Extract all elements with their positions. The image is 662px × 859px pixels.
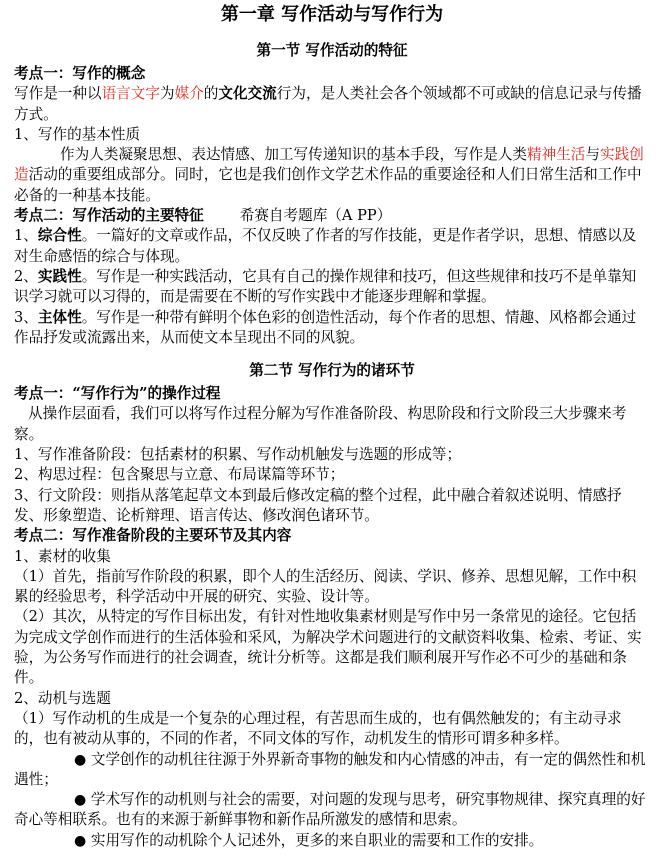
bold-cultural-exchange: 文化交流 (218, 85, 277, 103)
highlight-language: 语言文字 (101, 85, 160, 103)
material-paragraph-2: （2）其次，从特定的写作目标出发，有针对性地收集素材则是写作中另一条常见的途径。它包括为完成文学创作而进行的生活体验和采风，为解决学术问题进行的文献资料收集、检索、考证、实验，为公务写作而进行的社会调查，统计分析等。这都是我们顺利展开写作必不可少的基础和条件。 (14, 608, 642, 687)
writing-definition: 写作是一种以语言文字为媒介的文化交流行为，是人类社会各个领域都不可或缺的信息记录与传播方式。 (14, 85, 642, 123)
s1-kp2-line (14, 206, 650, 226)
bullet-item: ● 学术写作的动机则与社会的需要，对问题的发现与思考，研究事物规律、探究真理的好奇心等相联系。也有的来源于新鲜事物和新作品所激发的感情和思索。 (14, 791, 646, 829)
chapter-title: 第一章 写作活动与写作行为 (220, 4, 444, 25)
material-paragraph-1: （1）首先，指前写作阶段的积累，即个人的生活经历、阅读、学识、修养、思想见解，工作中积累的经验思考，科学活动中开展的研究、实验、设计等。 (14, 567, 637, 606)
section-1-title: 第一节 写作活动的特征 (256, 42, 408, 59)
motive-paragraph-1: （1）写作动机的生成是一个复杂的心理过程，有苦思而生成的，也有偶然触发的；有主动寻求的，也有被动从事的，不同的作者，不同文体的写作，动机发生的情形可谓多种多样。 (14, 709, 622, 748)
s2-kp1-title: 考点一：“写作行为”的操作过程 (14, 385, 221, 403)
material-heading: 1、素材的收集 (14, 547, 111, 565)
s2-kp2-title: 考点二：写作准备阶段的主要环节及其内容 (14, 527, 292, 545)
stage-item: 2、构思过程：包含聚思与立意、布局谋篇等环节； (14, 466, 345, 484)
highlight-spiritual-life: 精神生活 (527, 146, 586, 164)
bullet-dot-icon: ● (74, 792, 87, 809)
s2-kp1-intro: 从操作层面看，我们可以将写作过程分解为写作准备阶段、构思阶段和行文阶段三大步骤来考察。 (14, 405, 627, 443)
bullet-item: ● 实用写作的动机除个人记述外，更多的来自职业的需要和工作的安排。 (14, 831, 650, 851)
s1-kp2-title: 考点二：写作活动的主要特征 (14, 207, 204, 225)
basic-nature-text: 作为人类凝聚思想、表达情感、加工写传递知识的基本手段，写作是人类精神生活与实践创造活动的重要组成部分。同时，它也是我们创作文学艺术作品的重要途径和人们日常生活和工作中必备的一种基本技能。 (14, 146, 644, 204)
section-2-title: 第二节 写作行为的诸环节 (249, 362, 415, 380)
bullet-dot-icon: ● (74, 832, 87, 849)
bullet-item: ● 文学创作的动机往往源于外界新奇事物的触发和内心情感的冲击，有一定的偶然性和机遇性； (14, 750, 646, 788)
stage-item: 1、写作准备阶段：包括素材的积累、写作动机触发与选题的形成等； (14, 446, 462, 464)
highlight-medium: 媒介 (174, 85, 204, 103)
feature-item: 2、实践性。写作是一种实践活动，它具有自己的操作规律和技巧，但这些规律和技巧不是单靠知识学习就可以习得的，而是需要在不断的写作实践中才能逐步理解和掌握。 (14, 267, 637, 306)
feature-item: 3、主体性。写作是一种带有鲜明个体色彩的创造性活动，每个作者的思想、情趣、风格都会通过作品抒发或流露出来，从而使文本呈现出不同的风貌。 (14, 308, 637, 346)
stage-item: 3、行文阶段：则指从落笔起草文本到最后修改定稿的整个过程，此中融合着叙述说明、情感抒发、形象塑造、论析辩理、语言传达、修改润色诸环节。 (14, 486, 622, 524)
bullet-dot-icon: ● (74, 751, 87, 768)
basic-nature-heading: 1、写作的基本性质 (14, 125, 141, 143)
highlight-practical-creation: 实践创造 (14, 146, 644, 184)
question-bank-tag: 希赛自考题库（A PP） (239, 207, 392, 225)
motive-heading: 2、动机与选题 (14, 689, 111, 707)
feature-item: 1、综合性。一篇好的文章或作品，不仅反映了作者的写作技能，更是作者学识，思想、情感以及对生命感悟的综合与体现。 (14, 227, 637, 265)
s1-kp1-title: 考点一：写作的概念 (14, 65, 146, 82)
